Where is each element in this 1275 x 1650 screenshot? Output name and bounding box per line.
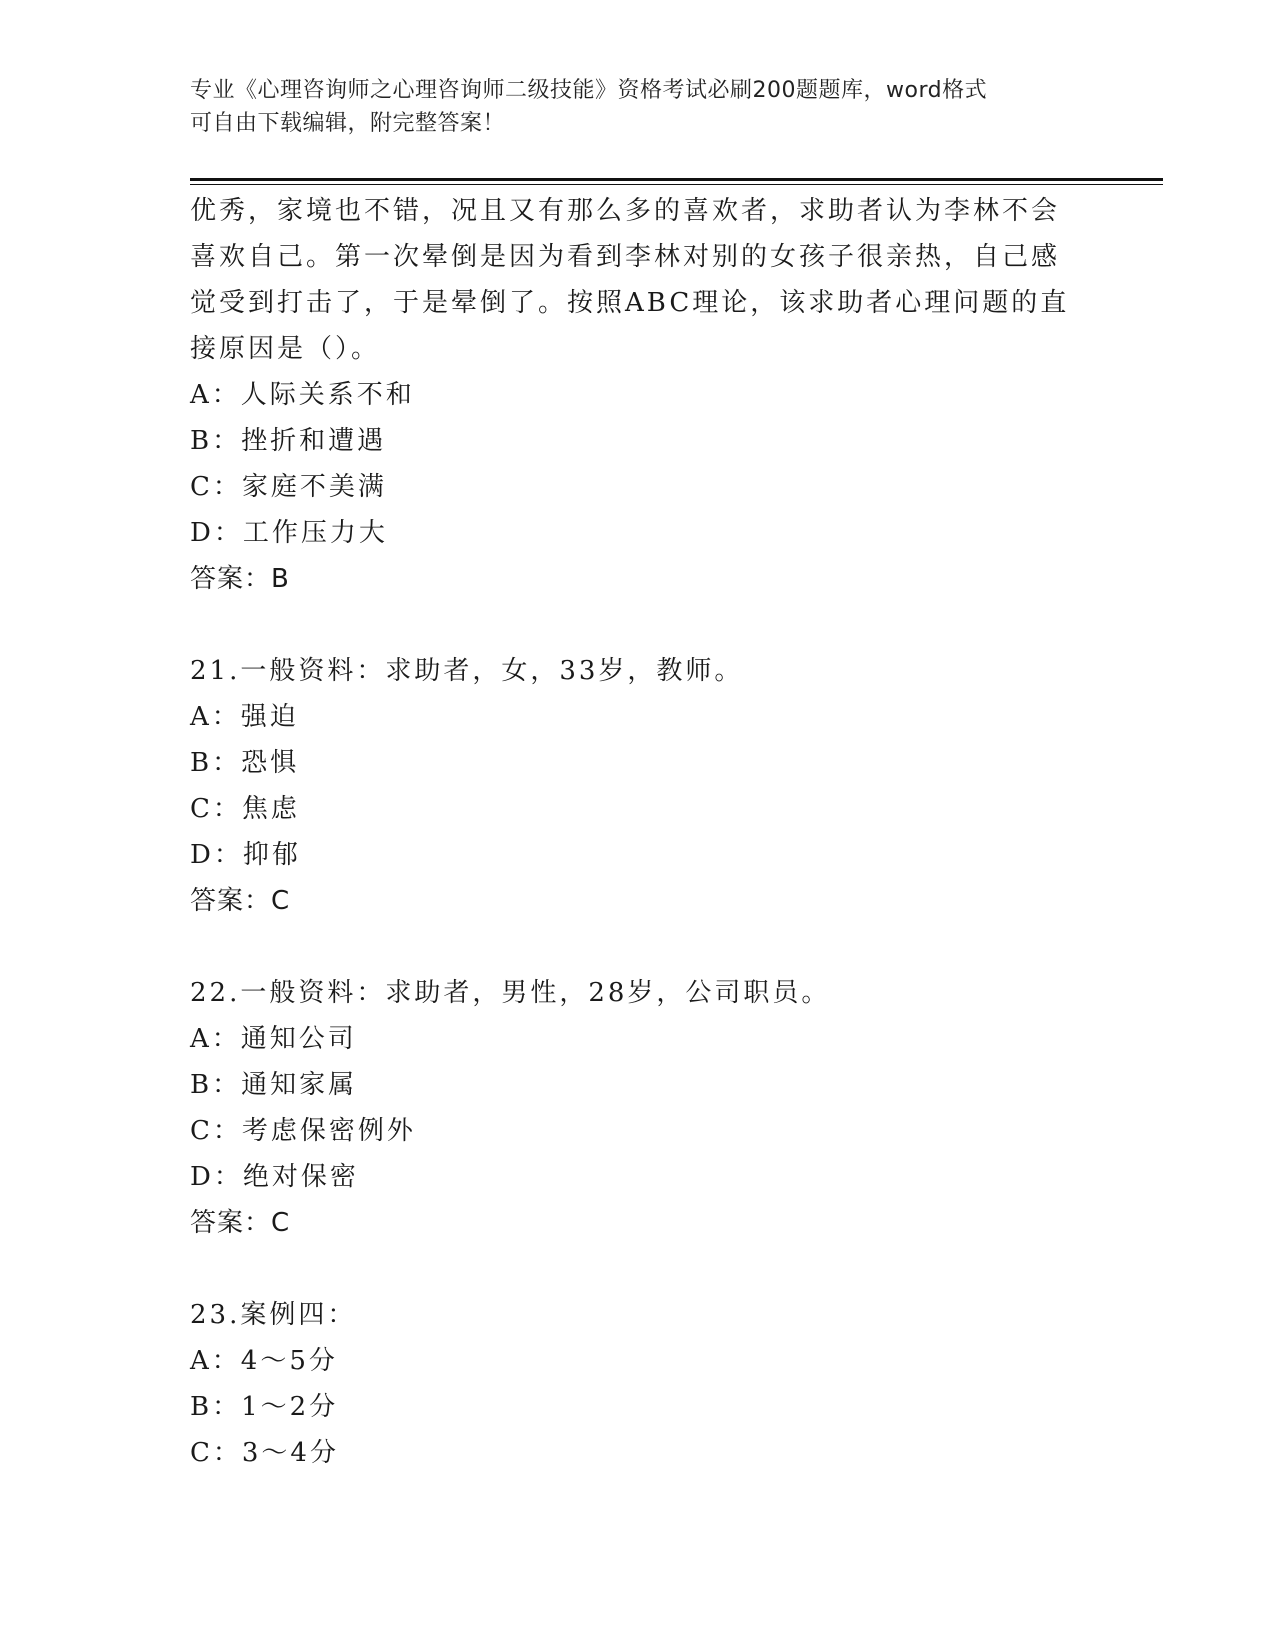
question-23	[190, 1292, 1090, 1476]
option-d: D：绝对保密	[190, 1162, 359, 1192]
question-title: 22.一般资料：求助者，男性，28岁，公司职员。	[190, 978, 831, 1008]
header-rule-thick	[190, 178, 1163, 181]
header-line-2: 可自由下载编辑，附完整答案！	[190, 111, 506, 136]
option-b: B：恐惧	[190, 748, 300, 778]
question-21	[190, 648, 1090, 924]
document-body	[190, 188, 1090, 1476]
question-text-line: 优秀，家境也不错，况且又有那么多的喜欢者，求助者认为李林不会	[190, 196, 1061, 226]
option-b: B：通知家属	[190, 1070, 358, 1100]
option-a: A：强迫	[190, 702, 299, 732]
answer-line: 答案：C	[190, 886, 291, 916]
question-20-continuation	[190, 188, 1090, 602]
option-d: D：抑郁	[190, 840, 301, 870]
option-c: C：家庭不美满	[190, 472, 387, 502]
answer-line: 答案：B	[190, 564, 290, 594]
question-text-line: 喜欢自己。第一次晕倒是因为看到李林对别的女孩子很亲热，自己感	[190, 242, 1061, 272]
option-b: B：挫折和遭遇	[190, 426, 387, 456]
header-line-1: 专业《心理咨询师之心理咨询师二级技能》资格考试必刷200题题库，word格式	[190, 78, 988, 103]
option-a: A：通知公司	[190, 1024, 357, 1054]
question-text-line: 觉受到打击了，于是晕倒了。按照ABC理论，该求助者心理问题的直	[190, 288, 1070, 318]
question-text-line: 接原因是（）。	[190, 334, 381, 364]
option-d: D：工作压力大	[190, 518, 388, 548]
document-header	[190, 74, 1070, 140]
answer-line: 答案：C	[190, 1208, 291, 1238]
option-b: B：1～2分	[190, 1392, 339, 1422]
header-rule-thin	[190, 184, 1163, 185]
question-title: 21.一般资料：求助者，女，33岁，教师。	[190, 656, 744, 686]
option-c: C：焦虑	[190, 794, 300, 824]
option-a: A：人际关系不和	[190, 380, 415, 410]
option-c: C：3～4分	[190, 1438, 339, 1468]
question-title: 23.案例四：	[190, 1300, 357, 1330]
option-a: A：4～5分	[190, 1346, 338, 1376]
option-c: C：考虑保密例外	[190, 1116, 416, 1146]
question-22	[190, 970, 1090, 1246]
